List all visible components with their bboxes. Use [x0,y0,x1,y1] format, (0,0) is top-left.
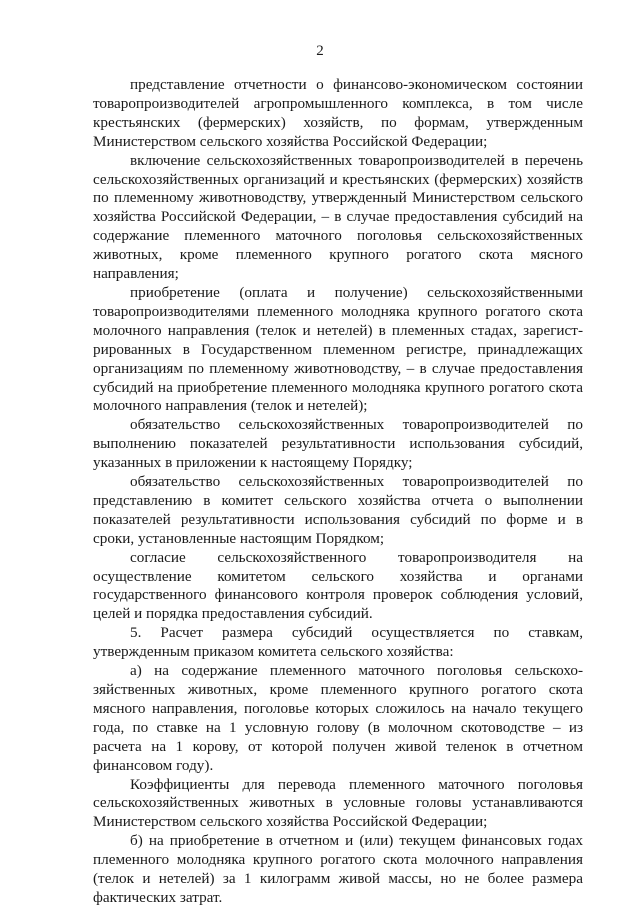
paragraph: а) на содержание племенного маточного поголовья сельскохозяйственных животных, кроме племенного крупного рогатого скота мясного направления, поголовье которых сложилось на начало текущего года, по ставке на 1 условную голову (в молочном скотоводстве – из расчета на 1 корову, от которой получен живой теленок в отчетном финансовом году). [93,662,583,774]
paragraph: включение сельскохозяйственных товаропроизводителей в перечень сельскохозяйственных организаций и крестьянских (фермерских) хозяйств по племенному животноводству, утвержденный Министерством сельского хозяйства Российской Федерации, – в случае предоставления субсидий на содержание племенного маточного поголовья сельскохозяйственных животных, кроме племенного крупного рогатого скота мясного направления; [93,151,583,283]
paragraph: обязательство сельскохозяйственных товаропроизводителей по представлению в комитет сельского хозяйства отчета о выполнении показателей результативности использования субсидий по форме и в сроки, установленные настоящим Порядком; [93,473,583,547]
paragraph: приобретение (оплата и получение) сельскохозяйственными товаропроизводителями племенного молодняка крупного рогатого скота молочного направления (телок и нетелей) в племенных стадах, зарегистрированных в Государственном племенном регистре, принадлежащих организациям по племенному животноводству, – в случае предоставления субсидий на приобретение племенного молодняка крупного рогатого скота молочного направления (телок и нетелей); [93,283,583,415]
page-number: 2 [316,43,324,59]
document-body [93,76,583,908]
paragraph: представление отчетности о финансово-экономическом состоянии товаропроизводителей агропромышленного комплекса, в том числе крестьянских (фермерских) хозяйств, по формам, утвержденным Министерством сельского хозяйства Российской Федерации; [93,76,583,150]
paragraph: 5. Расчет размера субсидий осуществляется по ставкам, утвержденным приказом комитета сельского хозяйства: [93,624,583,661]
paragraph: Коэффициенты для перевода племенного маточного поголовья сельскохозяйственных животных в условные головы устанавливаются Министерством сельского хозяйства Российской Федерации; [93,775,583,831]
paragraph: согласие сельскохозяйственного товаропроизводителя на осуществление комитетом сельского хозяйства и органами государственного финансового контроля проверок соблюдения условий, целей и порядка предоставления субсидий. [93,548,583,623]
paragraph: б) на приобретение в отчетном и (или) текущем финансовых годах племенного молодняка крупного рогатого скота молочного направления (телок и нетелей) за 1 килограмм живой массы, но не более размера фактических затрат. [93,832,583,906]
paragraph: обязательство сельскохозяйственных товаропроизводителей по выполнению показателей результативности использования субсидий, указанных в приложении к настоящему Порядку; [93,416,583,472]
